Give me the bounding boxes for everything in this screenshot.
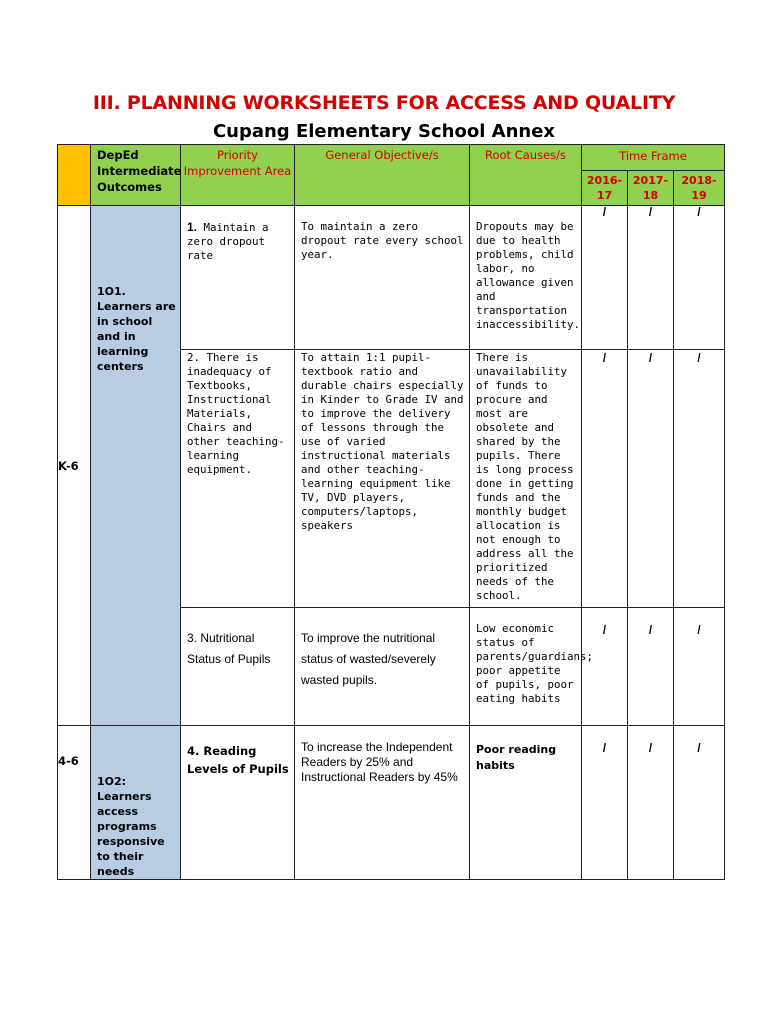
mark-cell: /: [674, 350, 725, 608]
header-priority-cell: [181, 145, 295, 206]
outcome-1: 1O1. Learners are in school and in learning centers: [97, 285, 176, 373]
mark-cell: /: [628, 726, 674, 880]
objective-cell: [295, 206, 470, 350]
priority-text: 3. Nutritional Status of Pupils: [187, 631, 271, 666]
priority-cell: [181, 206, 295, 350]
table-row: [58, 206, 725, 350]
outcome-2: 1O2: Learners access programs responsive to their needs: [97, 775, 165, 878]
priority-area: [181, 206, 294, 267]
mark-cell: /: [674, 608, 725, 726]
root-causes-cell: [470, 608, 594, 726]
root-causes-cell: [470, 726, 582, 880]
objective-text: To maintain a zero dropout rate every school year.: [301, 220, 464, 261]
year-cell: [628, 171, 674, 206]
objective-text: To attain 1:1 pupil-textbook ratio and durable chairs especially in Kinder to Grade IV and to improve the delivery of lessons through the use of varied instructional materials and other teaching-learning equipment like TV, DVD players, computers/laptops, speakers: [301, 351, 464, 532]
table-row: [58, 726, 725, 880]
mark-cell: /: [582, 350, 628, 608]
mark-cell: /: [628, 206, 674, 350]
root-causes-text: Dropouts may be due to health problems, child labor, no allowance given and transportation inaccessibility.: [476, 220, 581, 331]
year-2017: 2017-18: [632, 174, 669, 202]
objective-cell: [295, 726, 470, 880]
objective-cell: [295, 350, 470, 608]
header-objective: General Objective/s: [325, 148, 439, 162]
mark-cell: /: [582, 206, 628, 350]
objective-text: To increase the Independent Readers by 25% and Instructional Readers by 45%: [301, 740, 458, 784]
document-title: III. PLANNING WORKSHEETS FOR ACCESS AND QUALITY: [92, 92, 676, 114]
objective-text: To improve the nutritional status of wasted/severely wasted pupils.: [301, 631, 436, 687]
header-objective-cell: [295, 145, 470, 206]
year-cell: [674, 171, 725, 206]
objective-cell: [295, 608, 470, 726]
root-causes-cell: [470, 206, 582, 350]
header-root-causes: Root Causes/s: [485, 148, 566, 162]
grade-k6: K-6: [58, 206, 91, 726]
mark-cell: /: [674, 206, 725, 350]
priority-text: 4. Reading Levels of Pupils: [187, 744, 289, 776]
mark-cell: /: [674, 726, 725, 880]
priority-number: 1.: [187, 220, 198, 234]
header-outcomes-cell: [91, 145, 181, 206]
header-root-causes-cell: [470, 145, 582, 206]
mark-cell: /: [582, 608, 628, 726]
outcome-cell-1: [91, 206, 181, 726]
header-priority: Priority Improvement Area: [183, 148, 292, 178]
root-causes-text: There is unavailability of funds to procure and most are obsolete and shared by the pupils. There is long process done in getting funds and the monthly budget allocation is not enough to address all the prioritized needs of the school.: [476, 351, 574, 602]
header-corner-cell: [58, 145, 91, 206]
year-2016: 2016-17: [586, 174, 623, 202]
header-time-frame-cell: [582, 145, 725, 171]
priority-text: Maintain a zero dropout rate: [187, 221, 269, 262]
root-causes-cell: [470, 350, 582, 608]
root-causes-text: Poor reading habits: [476, 743, 557, 772]
mark-cell: /: [628, 350, 674, 608]
priority-cell: [181, 350, 295, 608]
grade-4-6: 4-6: [58, 726, 91, 880]
year-cell: [582, 171, 628, 206]
header-row: [58, 145, 725, 171]
mark-cell: /: [582, 726, 628, 880]
root-causes-text: Low economic status of parents/guardians; poor appetite of pupils, poor eating habits: [476, 622, 594, 705]
mark-cell: /: [628, 608, 674, 726]
school-name: Cupang Elementary School Annex: [212, 121, 556, 142]
priority-cell: [181, 608, 295, 726]
header-outcomes: DepEd Intermediate Outcomes: [97, 148, 182, 194]
priority-text: 2. There is inadequacy of Textbooks, Instructional Materials, Chairs and other teaching-learning equipment.: [187, 351, 285, 476]
priority-cell: [181, 726, 295, 880]
outcome-cell-2: [91, 726, 181, 880]
year-2018: 2018-19: [681, 174, 717, 202]
planning-worksheet-table: [57, 144, 725, 880]
header-time-frame: Time Frame: [619, 149, 687, 163]
